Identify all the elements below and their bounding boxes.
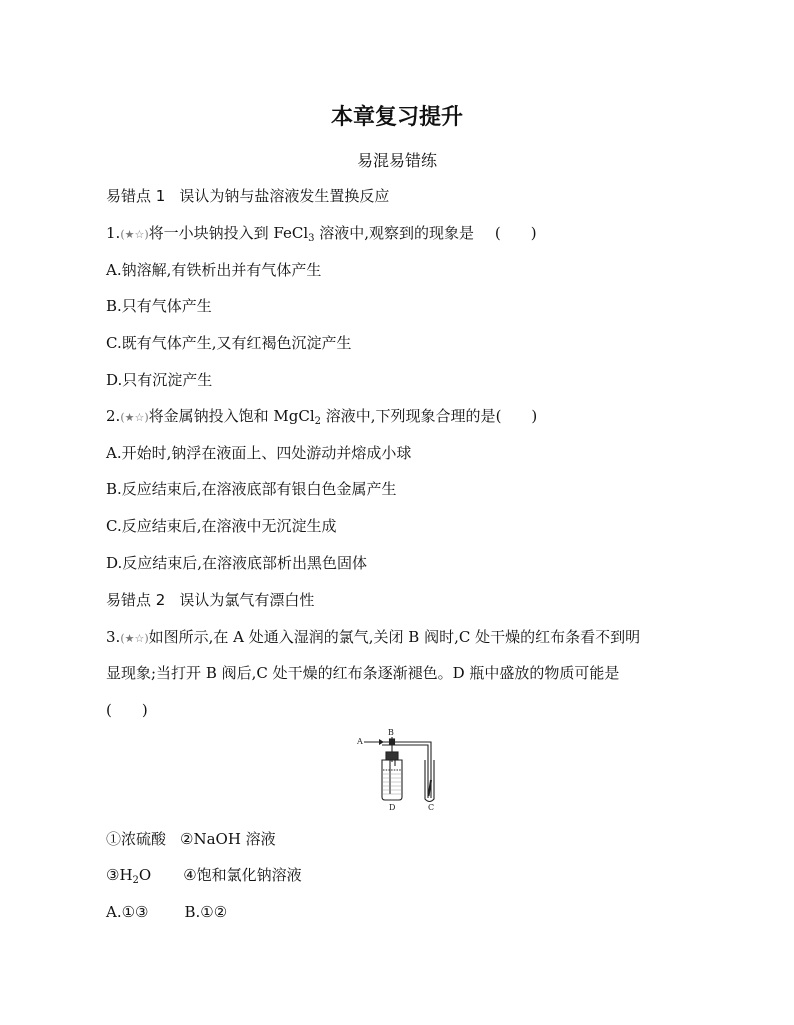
q1-option-a: A.钠溶解,有铁析出并有气体产生 [106, 261, 322, 279]
question-2-stem: 2.(★☆)将金属钠投入饱和 MgCl$_2$ 溶液中,下列现象合理的是( ) [106, 407, 538, 427]
question-1-stem: 1.(★☆)将一小块钠投入到 FeCl$_3$ 溶液中,观察到的现象是 ( ) [106, 224, 537, 244]
q1-option-c: C.既有气体产生,又有红褐色沉淀产生 [106, 334, 352, 352]
apparatus-diagram [352, 728, 452, 814]
section-subtitle: 易混易错练 [356, 151, 437, 170]
answer-bracket: ( ) [495, 407, 538, 425]
question-3-stem-line1: 3.(★☆)如图所示,在 A 处通入湿润的氯气,关闭 B 阀时,C 处干燥的红布条看不到明 [106, 628, 641, 646]
question-1-number: 1. [106, 224, 121, 242]
choice-1: ①浓硫酸 [106, 830, 167, 848]
q2-option-a: A.开始时,钠浮在液面上、四处游动并熔成小球 [106, 444, 412, 462]
difficulty-stars-icon: (★☆) [120, 632, 149, 645]
q3-choices-row1 [106, 829, 276, 849]
label-c: C [428, 803, 435, 812]
error-point-1-heading [106, 186, 389, 206]
q2-option-d: D.反应结束后,在溶液底部析出黑色固体 [106, 554, 368, 572]
error-point-1-label: 易错点 1 [106, 187, 166, 205]
answer-b: B.①② [184, 903, 228, 921]
valve-b-knob [390, 739, 395, 744]
q1-option-b: B.只有气体产生 [106, 297, 212, 315]
question-3-number: 3. [106, 628, 121, 646]
label-b: B [388, 728, 394, 737]
error-point-2-text: 误认为氯气有漂白性 [179, 591, 315, 609]
error-point-2-label: 易错点 2 [106, 591, 166, 609]
label-a: A [357, 737, 363, 746]
q2-option-b: B.反应结束后,在溶液底部有银白色金属产生 [106, 480, 397, 498]
question-2-number: 2. [106, 407, 121, 425]
question-3-stem-line2: 显现象;当打开 B 阀后,C 处干燥的红布条逐渐褪色。D 瓶中盛放的物质可能是 [106, 664, 620, 682]
difficulty-stars-icon: (★☆) [120, 228, 149, 241]
answer-bracket: ( ) [494, 224, 537, 242]
q3-choices-row2 [106, 865, 302, 885]
choice-4: ④饱和氯化钠溶液 [183, 866, 302, 884]
answer-bracket: ( ) [106, 701, 148, 719]
label-d: D [389, 803, 396, 812]
error-point-2-heading [106, 590, 314, 610]
q2-option-c: C.反应结束后,在溶液中无沉淀生成 [106, 517, 337, 535]
error-point-1-text: 误认为钠与盐溶液发生置换反应 [179, 187, 390, 205]
bottle-stopper [386, 752, 398, 760]
difficulty-stars-icon: (★☆) [120, 411, 149, 424]
choice-3: $③H_2O$ [106, 866, 152, 886]
choice-2: ②NaOH 溶液 [180, 830, 276, 848]
q1-option-d: D.只有沉淀产生 [106, 371, 213, 389]
page-title: 本章复习提升 [330, 105, 463, 130]
answer-a: A.①③ [106, 903, 149, 921]
q3-answers [106, 902, 227, 922]
